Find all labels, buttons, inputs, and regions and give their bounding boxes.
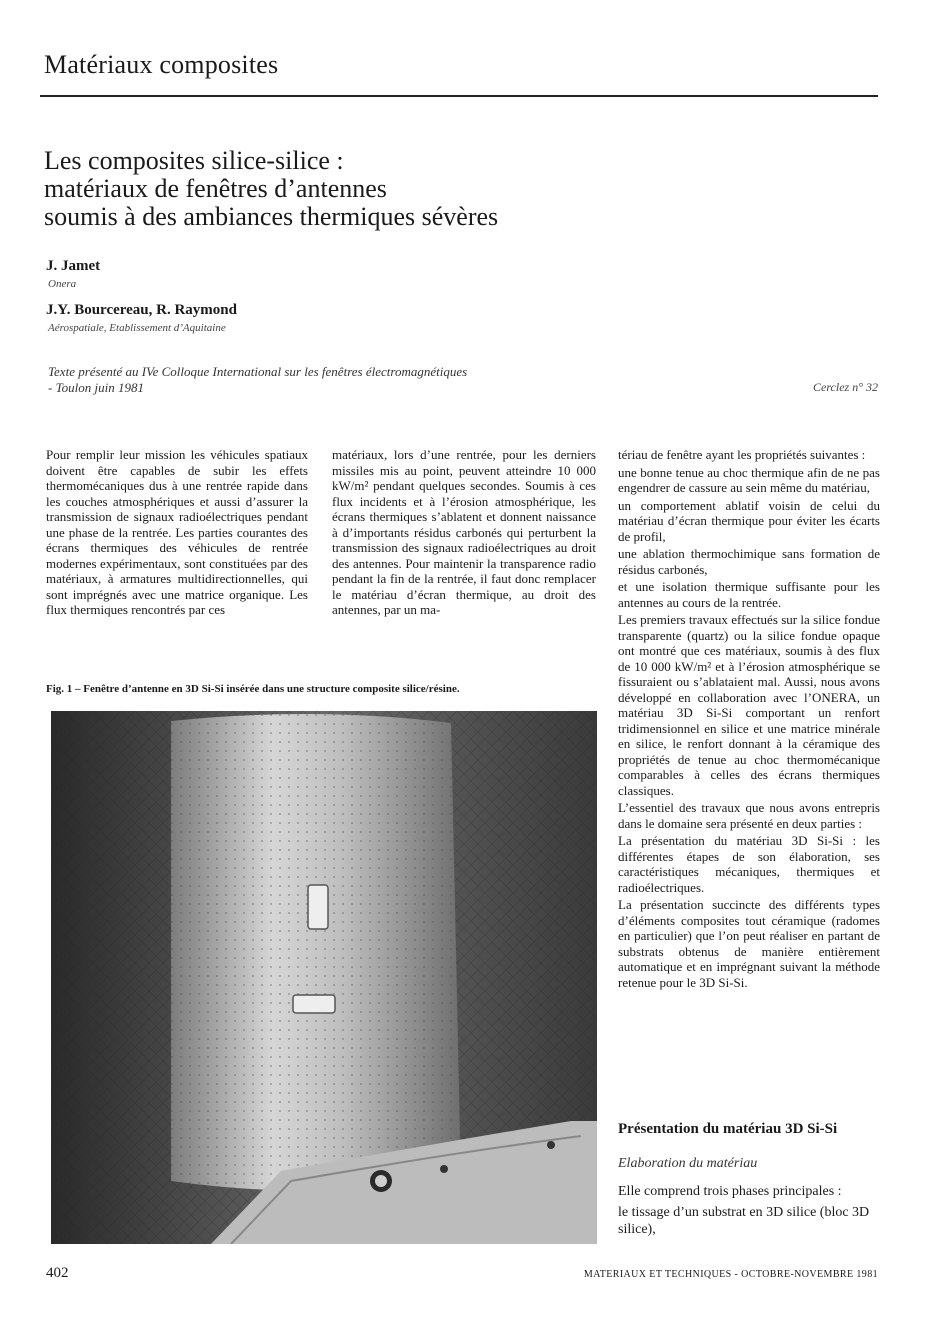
paragraph: matériaux, lors d’une rentrée, pour les derniers missiles mis au point, peuvent atteindre 10 000 kW/m² pendant quelques secondes. Soumis à ces flux incidents et à l’érosion atmosphérique, les écrans thermiques s’ablatent et donnent naissance à d’importants résidus carbonés qui perturbent la transmission des signaux radioélectriques au droit des antennes. Pour maintenir la transparence radio pendant la fin de la rentrée, il faut donc remplacer le matériau d’écran thermique, au droit des antennes, par un ma- — [332, 447, 596, 617]
page-number: 402 — [46, 1265, 69, 1281]
paragraph: Les premiers travaux effectués sur la silice fondue transparente (quartz) ou la silice fondue opaque ont montré que ces matériaux, soumis à des flux de 10 000 kW/m² et à l’érosion atmosphérique se fissuraient ou s’ablataient mal. Aussi, nous avons développé en collaboration avec l’ONERA, un matériau 3D Si-Si comportant un renfort tridimensionnel en silice et une matrice minérale en silice, le renfort donnant à la céramique des propriétés de tenue au choc thermomécanique comparables à celles des écrans thermiques classiques. — [618, 612, 880, 798]
paragraph: Elle comprend trois phases principales : — [618, 1184, 842, 1199]
figure-photo — [51, 711, 597, 1244]
paragraph: tériau de fenêtre ayant les propriétés suivantes : — [618, 447, 866, 462]
paragraph: L’essentiel des travaux que nous avons entrepris dans le domaine sera présenté en deux parties : — [618, 800, 880, 831]
article-title — [44, 147, 498, 231]
reader-service-number: Cerclez n° 32 — [812, 380, 878, 394]
author-name: J.Y. Bourcereau, R. Raymond — [46, 302, 237, 318]
title-line: matériaux de fenêtres d’antennes — [44, 174, 387, 203]
antenna-window-photo — [51, 711, 597, 1244]
author-name: J. Jamet — [46, 258, 101, 274]
paragraph: Pour remplir leur mission les véhicules spatiaux doivent être capables de subir les effets thermomécaniques dus à une rentrée rapide dans les couches atmosphériques et aussi d’assurer la transmission de signaux radioélectriques pendant une phase de la rentrée. Les parties courantes des écrans thermiques des véhicules de rentrée modernes expérimentaux, sont constituées par des matériaux, à armatures multidirectionnelles, qui sont imprégnés avec une matrice organique. Les flux thermiques rencontrés par ces — [46, 447, 308, 617]
paragraph: La présentation succincte des différents types d’éléments composites tout céramique (radomes en particulier) que l’on peut réaliser en partant de substrats obtenus de manière entièrement automatique et en imprégnant suivant la méthode retenue pour le 3D Si-Si. — [618, 897, 880, 990]
note-line: - Toulon juin 1981 — [48, 380, 144, 395]
note-line: Texte présenté au IVe Colloque International sur les fenêtres électromagnétiques — [48, 364, 468, 379]
author-affiliation: Aérospatiale, Etablissement d’Aquitaine — [48, 322, 226, 334]
paragraph: le tissage d’un substrat en 3D silice (bloc 3D silice), — [618, 1205, 870, 1237]
paragraph: une bonne tenue au choc thermique afin de ne pas engendrer de cassure au sein même du matériau, — [618, 464, 880, 495]
paragraph: La présentation du matériau 3D Si-Si : les différentes étapes de son élaboration, ses caractéristiques mécaniques, thermiques et radioélectriques. — [618, 833, 880, 895]
section-title: Matériaux composites — [44, 50, 279, 79]
title-line: soumis à des ambiances thermiques sévères — [44, 202, 499, 231]
author-affiliation: Onera — [48, 278, 77, 290]
section-body — [618, 1183, 880, 1242]
journal-footer: MATERIAUX ET TECHNIQUES - OCTOBRE-NOVEMBRE 1981 — [583, 1269, 878, 1280]
body-column-3 — [618, 447, 880, 992]
figure-caption: Fig. 1 – Fenêtre d’antenne en 3D Si-Si insérée dans une structure composite silice/résine. — [46, 683, 460, 695]
subsection-heading: Elaboration du matériau — [618, 1156, 758, 1171]
body-column-1 — [46, 447, 308, 618]
paragraph: une ablation thermochimique sans formation de résidus carbonés, — [618, 546, 880, 577]
presentation-note — [48, 364, 668, 396]
section-heading: Présentation du matériau 3D Si-Si — [618, 1121, 838, 1137]
paragraph: et une isolation thermique suffisante pour les antennes au cours de la rentrée. — [618, 579, 880, 610]
title-line: Les composites silice-silice : — [44, 146, 344, 175]
body-column-2 — [332, 447, 596, 618]
header-rule — [40, 95, 878, 97]
paragraph: un comportement ablatif voisin de celui du matériau d’écran thermique pour éviter les écarts de profil, — [618, 497, 880, 544]
